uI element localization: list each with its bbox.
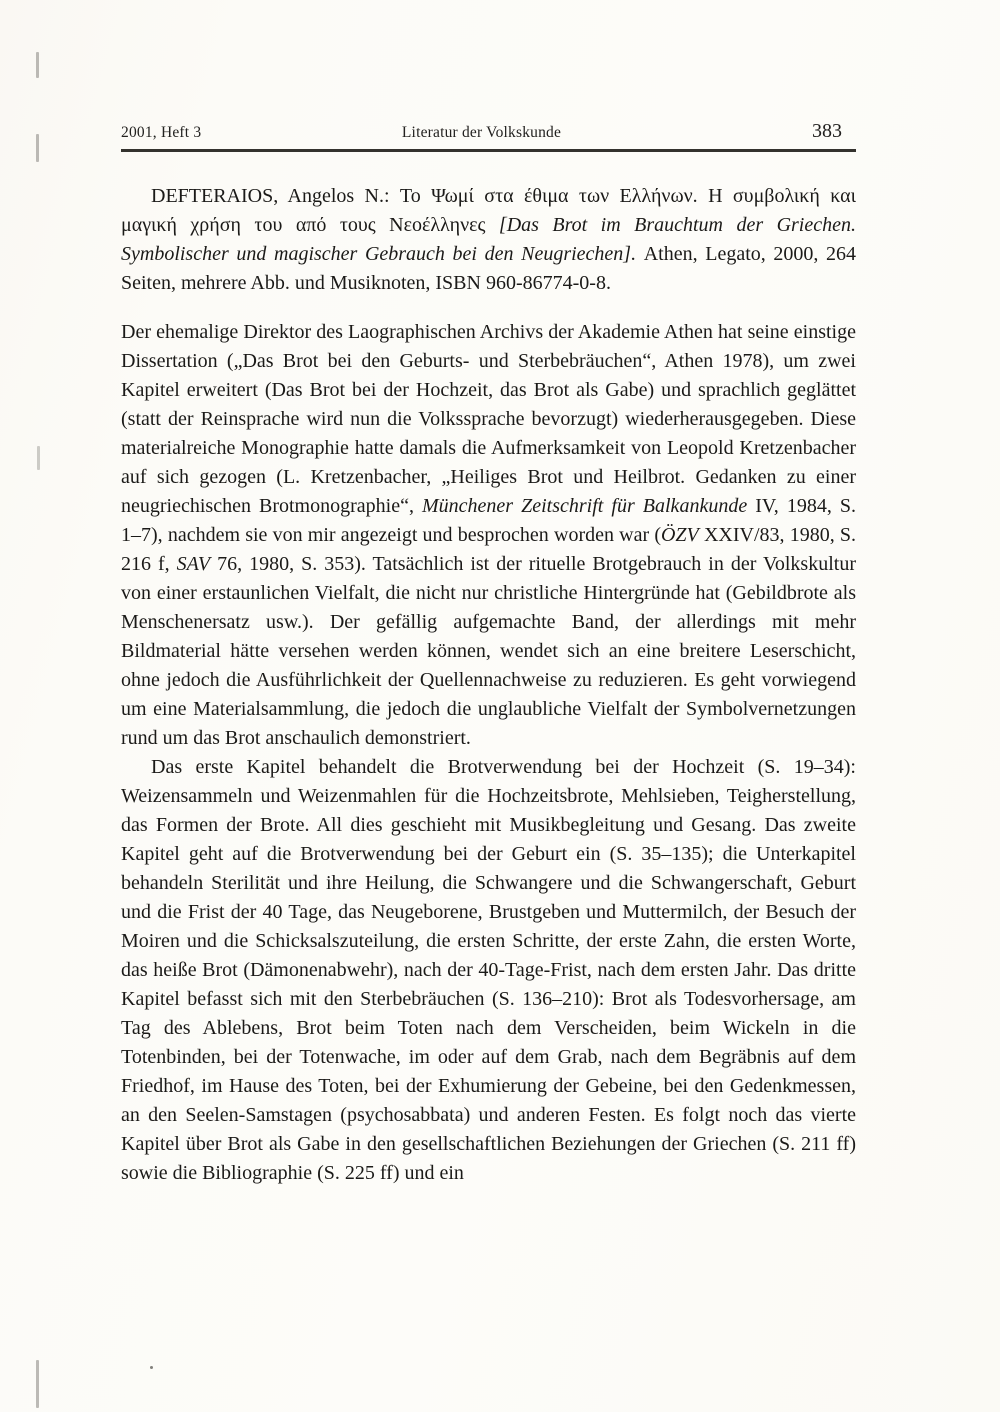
italic-text-run: ÖZV: [660, 523, 699, 546]
page-number: 383: [812, 120, 842, 142]
text-run: Das erste Kapitel behandelt die Brotverwendung bei der Hochzeit (S. 19–34): Weizensammeln und Weizenmahlen für die Hochzeitsbrote, Mehlsieben, Teigherstellung, das Formen der Brote. All dies geschieht mit Musikbegleitung und Gesang. Das zweite Kapitel geht auf die Brotverwendung bei der Geburt ein (S. 35–135); die Unterkapitel behandeln Sterilität und ihre Heilung, die Schwangere und die Schwangerschaft, Geburt und die Frist der 40 Tage, das Neugeborene, Brustgeben und Muttermilch, der Besuch der Moiren und die Schicksalszuteilung, die ersten Schritte, der erste Zahn, die ersten Worte, das heiße Brot (Dämonenabwehr), nach der 40-Tage-Frist, nach dem ersten Jahr. Das dritte Kapitel befasst sich mit den Sterbebräuchen (S. 136–210): Brot als Todesvorhersage, am Tag des Ablebens, Brot beim Toten nach dem Verscheiden, beim Wickeln in die Totenbinden, bei der Totenwache, im oder auf dem Grab, nach dem Begräbnis auf dem Friedhof, im Hause des Toten, bei der Exhumierung der Gebeine, bei den Gedenkmessen, an den Seelen-Samstagen (psychosabbata) und anderen Festen. Es folgt noch das vierte Kapitel über Brot als Gabe in den gesellschaftlichen Beziehungen der Griechen (S. 211 ff) sowie die Bibliographie (S. 225 ff) und ein: [121, 755, 856, 1184]
issue-info: 2001, Heft 3: [121, 124, 202, 141]
text-run: DEFTERAIOS, Angelos N.: Το Ψωμί στα έθιμα των Ελλήνων. Η συμβολική και μαγική χρήση του από τους Νεοέλληνες: [121, 184, 856, 236]
italic-text-run: [Das Brot im Brauchtum der Griechen. Symbolischer und magischer Gebrauch bei den Neugriechen].: [121, 213, 856, 265]
scan-artifact: [36, 52, 39, 78]
text-run: IV, 1984, S. 1–7), nachdem sie von mir angezeigt und besprochen worden war (: [121, 494, 856, 546]
running-head: [121, 122, 856, 142]
text-block: [121, 122, 856, 1188]
section-title: Literatur der Volkskunde: [401, 124, 562, 141]
text-run: Athen, Legato, 2000, 264 Seiten, mehrere Abb. und Musiknoten, ISBN 960-86774-0-8.: [121, 242, 856, 294]
scan-artifact: [36, 1360, 39, 1408]
review-paragraph-2: [121, 753, 856, 1188]
italic-text-run: SAV: [176, 552, 211, 575]
italic-text-run: Münchener Zeitschrift für Balkankunde: [422, 494, 748, 517]
header-rule: [121, 149, 856, 152]
scan-artifact: [37, 446, 40, 470]
review-paragraph-1: [121, 318, 856, 753]
text-run: XXIV/83, 1980, S. 216 f,: [121, 523, 856, 575]
book-citation: [121, 182, 856, 298]
scan-speck: [150, 1366, 153, 1369]
text-run: Der ehemalige Direktor des Laographischen Archivs der Akademie Athen hat seine einstige Dissertation („Das Brot bei den Geburts- und Sterbebräuchen“, Athen 1978), um zwei Kapitel erweitert (Das Brot bei der Hochzeit, das Brot als Gabe) und sprachlich geglättet (statt der Reinsprache wird nun die Volkssprache bevorzugt) wiederherausgegeben. Diese materialreiche Monographie hatte damals die Aufmerksamkeit von Leopold Kretzenbacher auf sich gezogen (L. Kretzenbacher, „Heiliges Brot und Heilbrot. Gedanken zu einer neugriechischen Brotmonographie“,: [121, 320, 856, 517]
scan-artifact: [36, 134, 39, 162]
text-run: 76, 1980, S. 353). Tatsächlich ist der rituelle Brotgebrauch in der Volkskultur von einer erstaunlichen Vielfalt, die nicht nur christliche Hintergründe hat (Gebildbrote als Menschenersatz usw.). Der gefällig aufgemachte Band, der allerdings mit mehr Bildmaterial hätte versehen werden können, wendet sich an eine breitere Leserschicht, ohne jedoch die Ausführlichkeit der Quellennachweise zu reduzieren. Es geht vorwiegend um eine Materialsammlung, die jedoch die unglaubliche Vielfalt der Symbolvernetzungen rund um das Brot anschaulich demonstriert.: [121, 552, 856, 749]
